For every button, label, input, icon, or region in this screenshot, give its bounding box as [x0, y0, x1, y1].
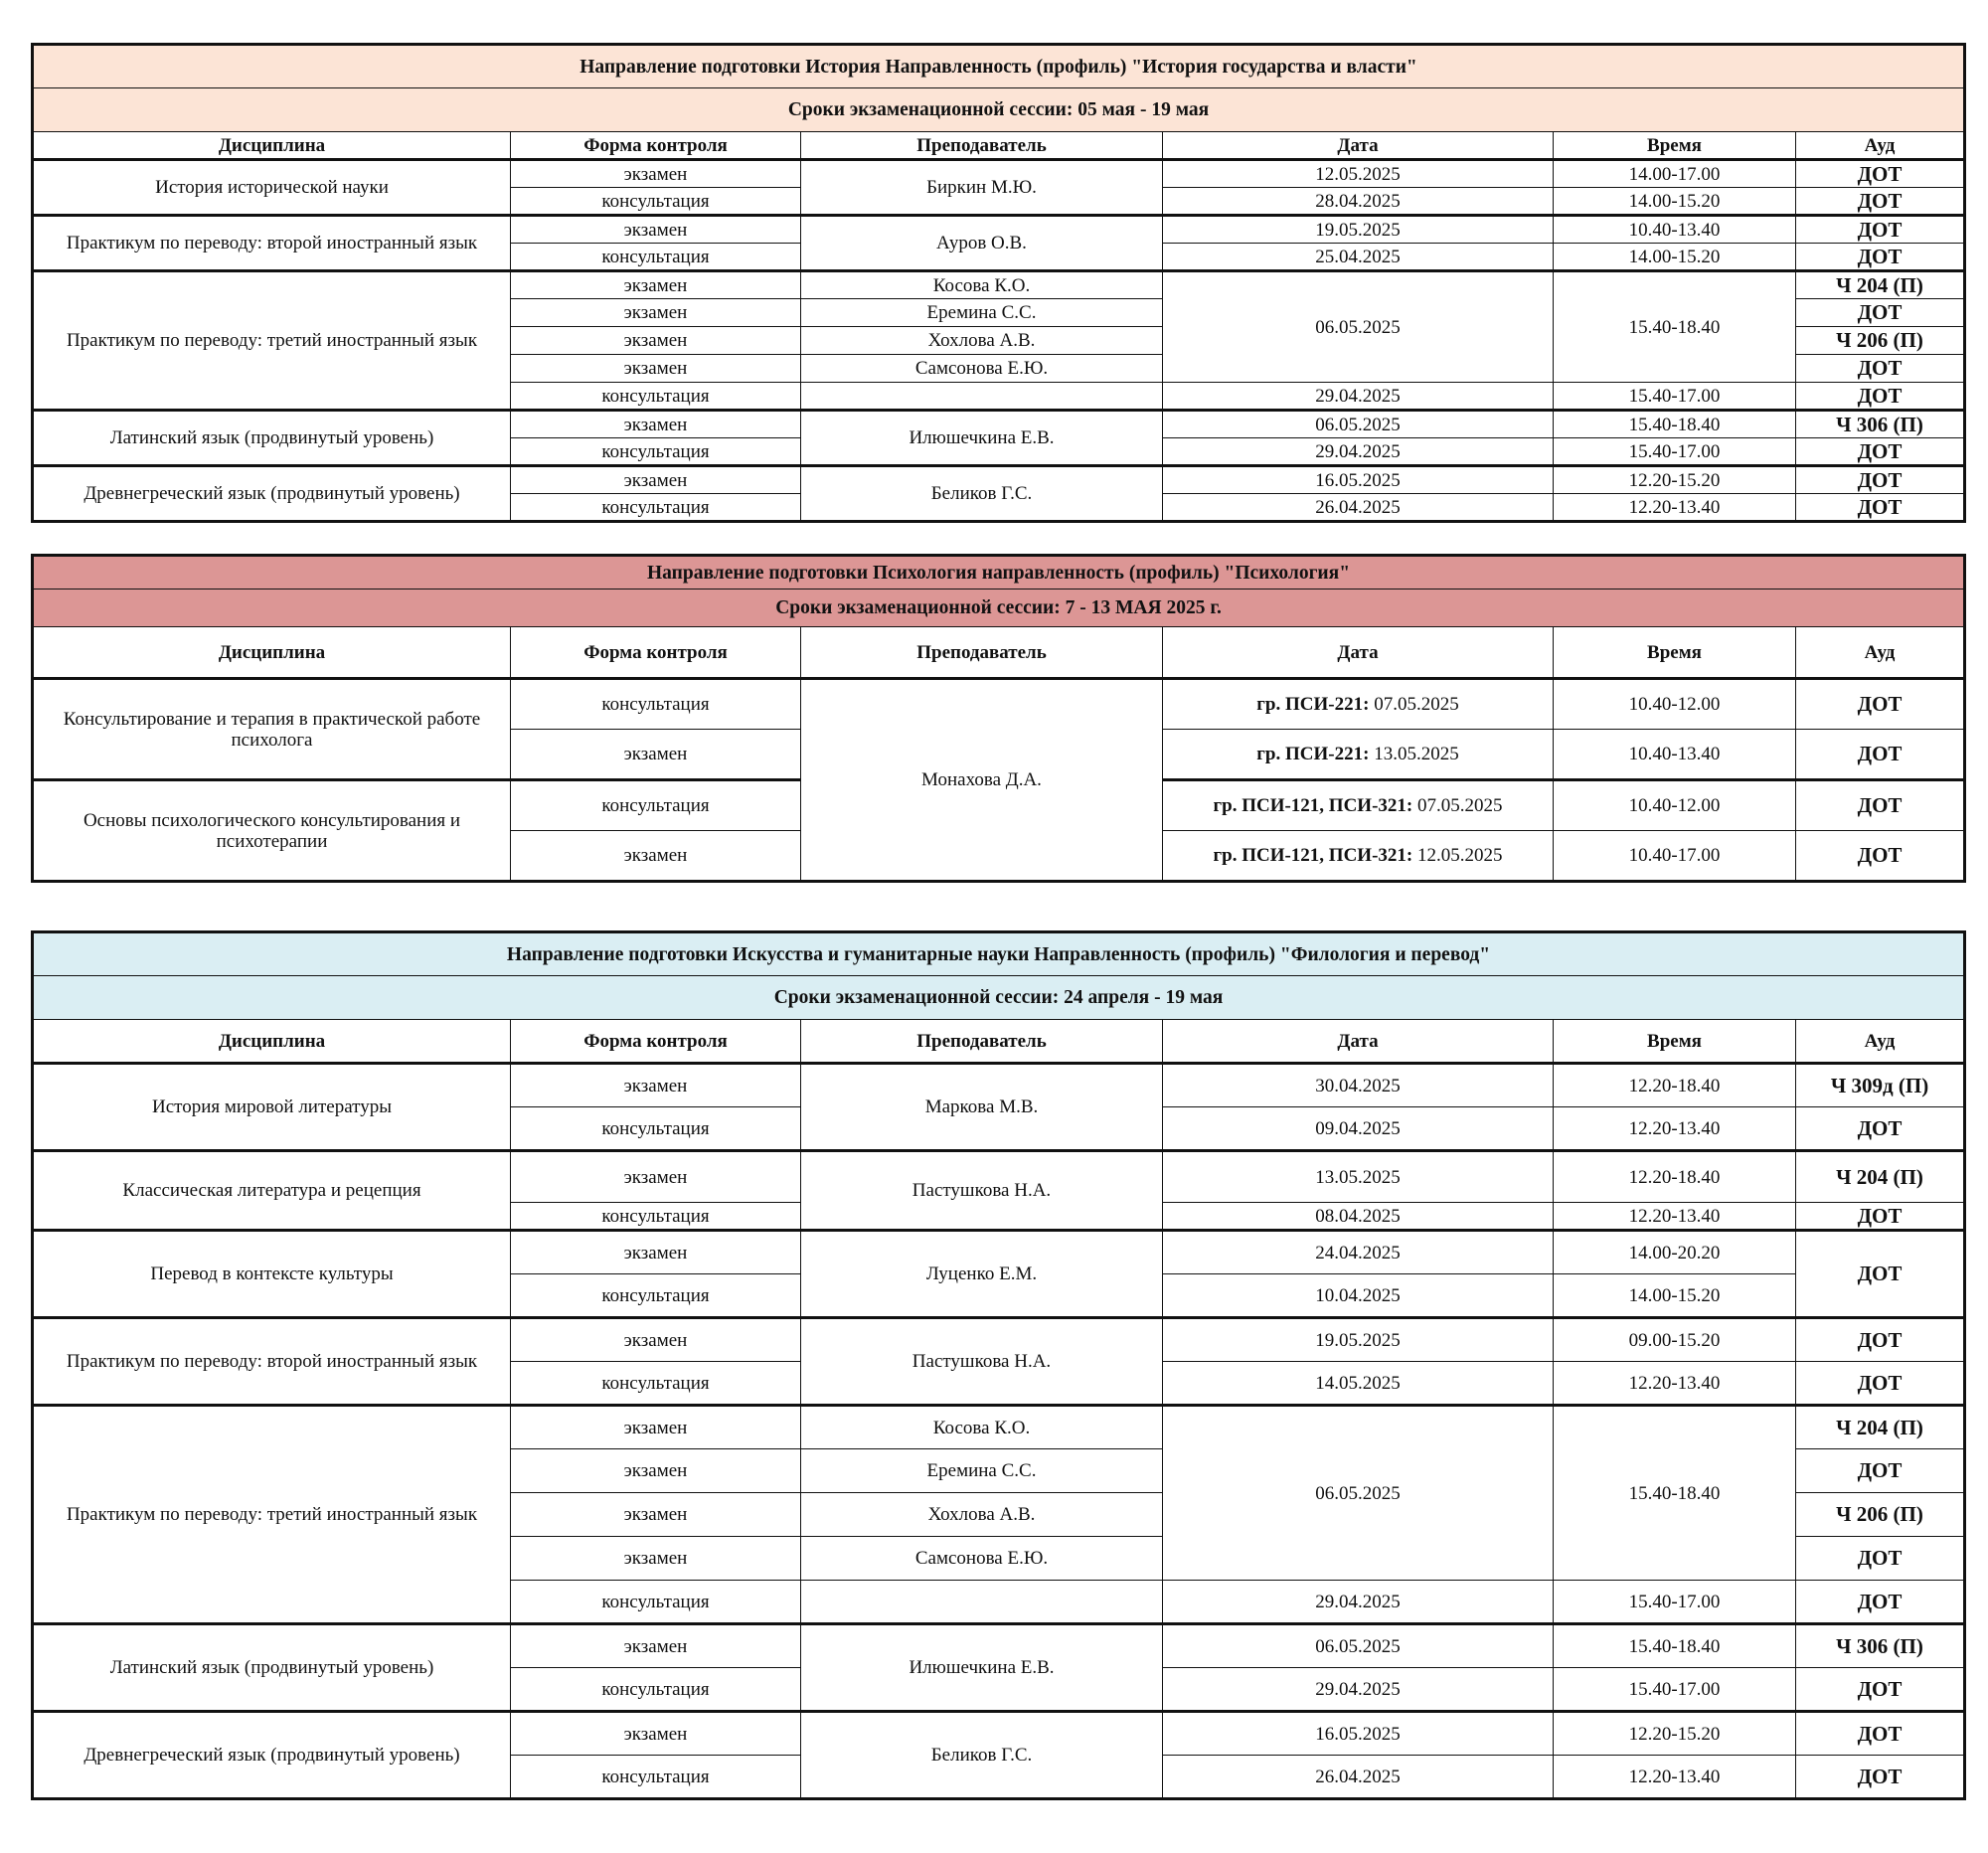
date-value: 13.05.2025 — [1369, 744, 1459, 764]
col-header-room: Ауд — [1796, 132, 1965, 160]
time-cell: 12.20-18.40 — [1554, 1151, 1796, 1203]
form-cell: консультация — [511, 1581, 801, 1624]
room-cell: ДОТ — [1796, 1537, 1965, 1581]
date-cell: 06.05.2025 — [1163, 271, 1554, 383]
date-cell — [1163, 679, 1554, 730]
col-header-time: Время — [1554, 132, 1796, 160]
date-cell: 19.05.2025 — [1163, 1318, 1554, 1362]
form-cell: экзамен — [511, 160, 801, 188]
time-cell: 15.40-17.00 — [1554, 383, 1796, 411]
section-title: Направление подготовки Искусства и гуманитарные науки Направленность (профиль) "Филология и перевод" — [33, 932, 1965, 976]
section-title: Направление подготовки Психология направленность (профиль) "Психология" — [33, 556, 1965, 590]
form-cell: экзамен — [511, 299, 801, 327]
date-cell: 25.04.2025 — [1163, 244, 1554, 271]
group-label: гр. ПСИ-221: — [1256, 694, 1370, 715]
time-cell: 12.20-13.40 — [1554, 1203, 1796, 1231]
time-cell: 15.40-18.40 — [1554, 411, 1796, 438]
time-cell: 15.40-18.40 — [1554, 271, 1796, 383]
table-row — [33, 1231, 1965, 1274]
time-cell: 10.40-13.40 — [1554, 730, 1796, 780]
table-row — [33, 1624, 1965, 1668]
time-cell: 12.20-18.40 — [1554, 1064, 1796, 1107]
form-cell: экзамен — [511, 411, 801, 438]
table-row — [33, 160, 1965, 188]
teacher-cell: Беликов Г.С. — [801, 466, 1163, 522]
date-cell: 28.04.2025 — [1163, 188, 1554, 216]
form-cell: консультация — [511, 188, 801, 216]
teacher-cell: Самсонова Е.Ю. — [801, 1537, 1163, 1581]
group-label: гр. ПСИ-121, ПСИ-321: — [1213, 795, 1413, 816]
teacher-cell: Пастушкова Н.А. — [801, 1151, 1163, 1231]
date-value: 12.05.2025 — [1412, 845, 1503, 866]
room-cell: ДОТ — [1796, 831, 1965, 882]
teacher-cell: Косова К.О. — [801, 1406, 1163, 1449]
room-cell: Ч 306 (П) — [1796, 411, 1965, 438]
time-cell: 14.00-15.20 — [1554, 1274, 1796, 1318]
schedule-table-philology — [31, 930, 1966, 1800]
discipline-cell: Консультирование и терапия в практической работе психолога — [33, 679, 511, 780]
date-cell: 16.05.2025 — [1163, 466, 1554, 494]
time-cell: 12.20-13.40 — [1554, 1362, 1796, 1406]
room-cell: ДОТ — [1796, 494, 1965, 522]
time-cell: 09.00-15.20 — [1554, 1318, 1796, 1362]
teacher-cell: Илюшечкина Е.В. — [801, 1624, 1163, 1712]
table-row — [33, 466, 1965, 494]
form-cell: экзамен — [511, 1231, 801, 1274]
schedule-psychology — [31, 554, 1963, 883]
form-cell: экзамен — [511, 730, 801, 780]
room-cell: ДОТ — [1796, 160, 1965, 188]
time-cell: 15.40-17.00 — [1554, 438, 1796, 466]
date-cell: 09.04.2025 — [1163, 1107, 1554, 1151]
form-cell: экзамен — [511, 271, 801, 299]
room-cell: ДОТ — [1796, 244, 1965, 271]
form-cell: консультация — [511, 1756, 801, 1799]
schedule-philology — [31, 930, 1963, 1800]
date-cell: 06.05.2025 — [1163, 1624, 1554, 1668]
discipline-cell: Практикум по переводу: третий иностранный язык — [33, 271, 511, 411]
table-row — [33, 1712, 1965, 1756]
form-cell: экзамен — [511, 1449, 801, 1493]
date-cell: 29.04.2025 — [1163, 383, 1554, 411]
room-cell: ДОТ — [1796, 188, 1965, 216]
teacher-cell: Хохлова А.В. — [801, 327, 1163, 355]
teacher-cell: Илюшечкина Е.В. — [801, 411, 1163, 466]
date-cell: 12.05.2025 — [1163, 160, 1554, 188]
form-cell: экзамен — [511, 1318, 801, 1362]
room-cell: Ч 206 (П) — [1796, 1493, 1965, 1537]
teacher-cell: Ауров О.В. — [801, 216, 1163, 271]
room-cell: ДОТ — [1796, 1231, 1965, 1318]
teacher-cell — [801, 383, 1163, 411]
date-cell: 06.05.2025 — [1163, 411, 1554, 438]
table-row — [33, 411, 1965, 438]
date-cell — [1163, 730, 1554, 780]
form-cell: экзамен — [511, 1064, 801, 1107]
room-cell: Ч 206 (П) — [1796, 327, 1965, 355]
form-cell: экзамен — [511, 1624, 801, 1668]
teacher-cell: Маркова М.В. — [801, 1064, 1163, 1151]
time-cell: 12.20-15.20 — [1554, 1712, 1796, 1756]
room-cell: ДОТ — [1796, 466, 1965, 494]
date-cell: 29.04.2025 — [1163, 438, 1554, 466]
room-cell: Ч 309д (П) — [1796, 1064, 1965, 1107]
date-cell: 06.05.2025 — [1163, 1406, 1554, 1581]
room-cell: Ч 204 (П) — [1796, 1151, 1965, 1203]
date-cell: 08.04.2025 — [1163, 1203, 1554, 1231]
date-cell — [1163, 831, 1554, 882]
teacher-cell: Косова К.О. — [801, 271, 1163, 299]
time-cell: 15.40-18.40 — [1554, 1624, 1796, 1668]
form-cell: экзамен — [511, 216, 801, 244]
discipline-cell: Практикум по переводу: второй иностранный язык — [33, 216, 511, 271]
discipline-cell: Древнегреческий язык (продвинутый уровень) — [33, 466, 511, 522]
form-cell: экзамен — [511, 1493, 801, 1537]
col-header-time: Время — [1554, 1020, 1796, 1064]
time-cell: 10.40-17.00 — [1554, 831, 1796, 882]
discipline-cell: Перевод в контексте культуры — [33, 1231, 511, 1318]
form-cell: консультация — [511, 244, 801, 271]
col-header-teacher: Преподаватель — [801, 132, 1163, 160]
room-cell: ДОТ — [1796, 383, 1965, 411]
form-cell: консультация — [511, 494, 801, 522]
room-cell: ДОТ — [1796, 1318, 1965, 1362]
table-row — [33, 271, 1965, 299]
time-cell: 14.00-15.20 — [1554, 244, 1796, 271]
room-cell: ДОТ — [1796, 1581, 1965, 1624]
room-cell: Ч 204 (П) — [1796, 1406, 1965, 1449]
col-header-form: Форма контроля — [511, 627, 801, 679]
date-value: 07.05.2025 — [1412, 795, 1503, 816]
room-cell: ДОТ — [1796, 730, 1965, 780]
teacher-cell — [801, 1581, 1163, 1624]
date-cell: 16.05.2025 — [1163, 1712, 1554, 1756]
form-cell: экзамен — [511, 355, 801, 383]
room-cell: ДОТ — [1796, 216, 1965, 244]
date-cell: 26.04.2025 — [1163, 1756, 1554, 1799]
col-header-form: Форма контроля — [511, 132, 801, 160]
room-cell: ДОТ — [1796, 1362, 1965, 1406]
form-cell: экзамен — [511, 831, 801, 882]
col-header-form: Форма контроля — [511, 1020, 801, 1064]
form-cell: консультация — [511, 438, 801, 466]
form-cell: консультация — [511, 780, 801, 831]
session-dates: Сроки экзаменационной сессии: 05 мая - 19 мая — [33, 88, 1965, 132]
room-cell: ДОТ — [1796, 1449, 1965, 1493]
time-cell: 14.00-15.20 — [1554, 188, 1796, 216]
room-cell: ДОТ — [1796, 1107, 1965, 1151]
teacher-cell: Еремина С.С. — [801, 299, 1163, 327]
date-cell: 30.04.2025 — [1163, 1064, 1554, 1107]
col-header-room: Ауд — [1796, 627, 1965, 679]
schedule-history — [31, 43, 1963, 523]
date-cell: 14.05.2025 — [1163, 1362, 1554, 1406]
table-row — [33, 216, 1965, 244]
date-cell: 19.05.2025 — [1163, 216, 1554, 244]
col-header-teacher: Преподаватель — [801, 1020, 1163, 1064]
discipline-cell: История исторической науки — [33, 160, 511, 216]
time-cell: 14.00-17.00 — [1554, 160, 1796, 188]
discipline-cell: Латинский язык (продвинутый уровень) — [33, 411, 511, 466]
date-cell: 29.04.2025 — [1163, 1581, 1554, 1624]
room-cell: ДОТ — [1796, 1668, 1965, 1712]
form-cell: экзамен — [511, 1406, 801, 1449]
form-cell: консультация — [511, 383, 801, 411]
col-header-date: Дата — [1163, 1020, 1554, 1064]
time-cell: 15.40-17.00 — [1554, 1668, 1796, 1712]
form-cell: консультация — [511, 1203, 801, 1231]
col-header-discipline: Дисциплина — [33, 1020, 511, 1064]
form-cell: консультация — [511, 1274, 801, 1318]
form-cell: экзамен — [511, 1151, 801, 1203]
discipline-cell: Практикум по переводу: второй иностранный язык — [33, 1318, 511, 1406]
room-cell: ДОТ — [1796, 679, 1965, 730]
date-cell: 26.04.2025 — [1163, 494, 1554, 522]
form-cell: консультация — [511, 1362, 801, 1406]
group-label: гр. ПСИ-121, ПСИ-321: — [1213, 845, 1413, 866]
table-row — [33, 679, 1965, 730]
room-cell: ДОТ — [1796, 1712, 1965, 1756]
col-header-time: Время — [1554, 627, 1796, 679]
form-cell: экзамен — [511, 1712, 801, 1756]
form-cell: консультация — [511, 1668, 801, 1712]
date-value: 07.05.2025 — [1369, 694, 1459, 715]
room-cell: ДОТ — [1796, 355, 1965, 383]
date-cell: 10.04.2025 — [1163, 1274, 1554, 1318]
discipline-cell: Древнегреческий язык (продвинутый уровень) — [33, 1712, 511, 1799]
discipline-cell: История мировой литературы — [33, 1064, 511, 1151]
time-cell: 12.20-15.20 — [1554, 466, 1796, 494]
form-cell: экзамен — [511, 1537, 801, 1581]
time-cell: 14.00-20.20 — [1554, 1231, 1796, 1274]
table-row — [33, 1064, 1965, 1107]
form-cell: консультация — [511, 1107, 801, 1151]
time-cell: 10.40-13.40 — [1554, 216, 1796, 244]
date-cell: 24.04.2025 — [1163, 1231, 1554, 1274]
form-cell: экзамен — [511, 327, 801, 355]
group-label: гр. ПСИ-221: — [1256, 744, 1370, 764]
discipline-cell: Классическая литература и рецепция — [33, 1151, 511, 1231]
form-cell: консультация — [511, 679, 801, 730]
time-cell: 10.40-12.00 — [1554, 780, 1796, 831]
time-cell: 12.20-13.40 — [1554, 494, 1796, 522]
discipline-cell: Латинский язык (продвинутый уровень) — [33, 1624, 511, 1712]
room-cell: ДОТ — [1796, 1756, 1965, 1799]
time-cell: 15.40-18.40 — [1554, 1406, 1796, 1581]
section-title: Направление подготовки История Направленность (профиль) "История государства и власти" — [33, 45, 1965, 88]
col-header-date: Дата — [1163, 627, 1554, 679]
table-row — [33, 1151, 1965, 1203]
col-header-teacher: Преподаватель — [801, 627, 1163, 679]
form-cell: экзамен — [511, 466, 801, 494]
discipline-cell: Практикум по переводу: третий иностранный язык — [33, 1406, 511, 1624]
room-cell: Ч 306 (П) — [1796, 1624, 1965, 1668]
col-header-discipline: Дисциплина — [33, 627, 511, 679]
table-row — [33, 1318, 1965, 1362]
discipline-cell: Основы психологического консультирования и психотерапии — [33, 780, 511, 882]
teacher-cell: Хохлова А.В. — [801, 1493, 1163, 1537]
session-dates: Сроки экзаменационной сессии: 7 - 13 МАЯ 2025 г. — [33, 590, 1965, 627]
col-header-date: Дата — [1163, 132, 1554, 160]
schedule-table-history — [31, 43, 1966, 523]
teacher-cell: Еремина С.С. — [801, 1449, 1163, 1493]
teacher-cell: Беликов Г.С. — [801, 1712, 1163, 1799]
teacher-cell: Биркин М.Ю. — [801, 160, 1163, 216]
col-header-discipline: Дисциплина — [33, 132, 511, 160]
time-cell: 12.20-13.40 — [1554, 1756, 1796, 1799]
room-cell: ДОТ — [1796, 1203, 1965, 1231]
schedule-table-psychology — [31, 554, 1966, 883]
teacher-cell: Самсонова Е.Ю. — [801, 355, 1163, 383]
col-header-room: Ауд — [1796, 1020, 1965, 1064]
date-cell — [1163, 780, 1554, 831]
room-cell: ДОТ — [1796, 299, 1965, 327]
teacher-cell: Пастушкова Н.А. — [801, 1318, 1163, 1406]
time-cell: 10.40-12.00 — [1554, 679, 1796, 730]
session-dates: Сроки экзаменационной сессии: 24 апреля - 19 мая — [33, 976, 1965, 1020]
teacher-cell: Луценко Е.М. — [801, 1231, 1163, 1318]
date-cell: 29.04.2025 — [1163, 1668, 1554, 1712]
room-cell: ДОТ — [1796, 780, 1965, 831]
teacher-cell: Монахова Д.А. — [801, 679, 1163, 882]
time-cell: 12.20-13.40 — [1554, 1107, 1796, 1151]
table-row — [33, 1406, 1965, 1449]
date-cell: 13.05.2025 — [1163, 1151, 1554, 1203]
time-cell: 15.40-17.00 — [1554, 1581, 1796, 1624]
room-cell: Ч 204 (П) — [1796, 271, 1965, 299]
room-cell: ДОТ — [1796, 438, 1965, 466]
